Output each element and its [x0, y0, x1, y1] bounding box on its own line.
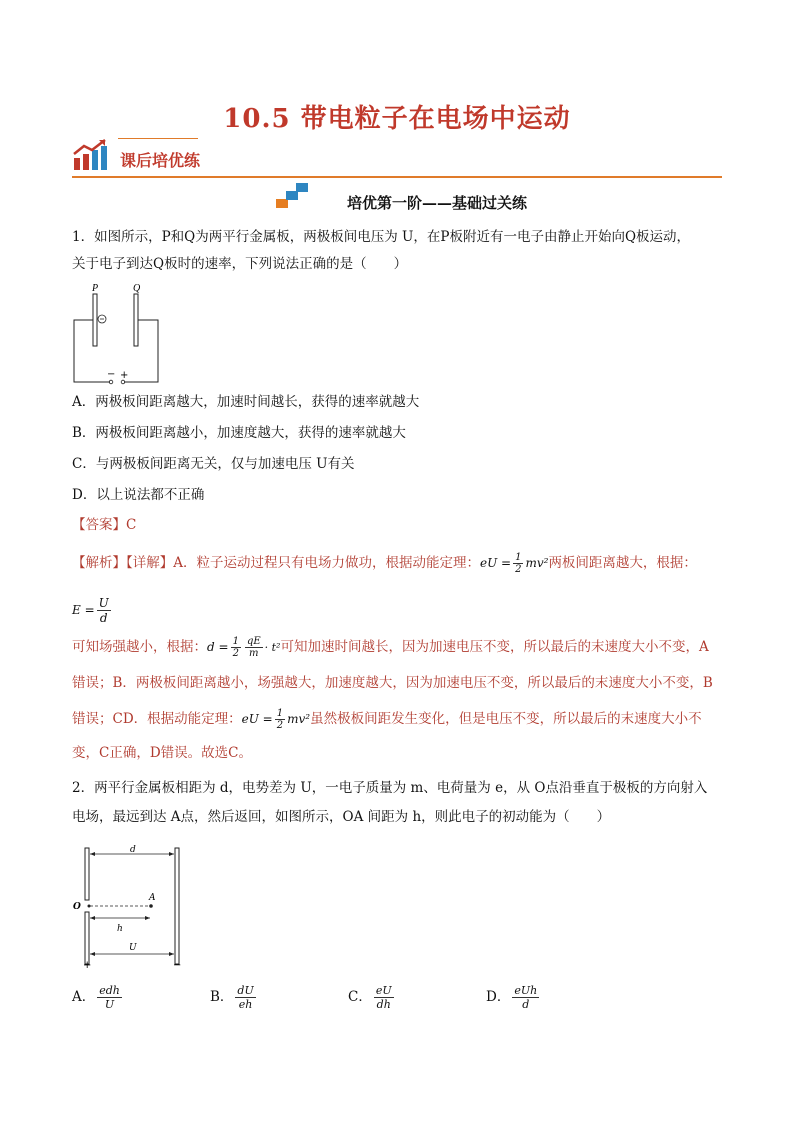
eq-field-strength: E = $\frac{U}{d}$: [72, 596, 109, 625]
eq-mv2: mv²: [525, 556, 549, 570]
q2-plates-figure: [70, 842, 188, 970]
q2-option-b: B． $\frac{dU}{eh}$: [210, 984, 254, 1011]
q2-fig-o: O: [73, 902, 81, 912]
q1-stem-line1: 1．如图所示，P和Q为两平行金属板，两极板间电压为 U，在P板附近有一电子由静止开始向Q板运动，: [72, 229, 691, 245]
q1-fig-minus: −: [107, 369, 116, 380]
page-title: 10.5 带电粒子在电场中运动: [223, 104, 571, 134]
section-label: 课后培优练: [120, 151, 201, 170]
chart-logo-icon: [72, 138, 108, 172]
q1-option-d: D．以上说法都不正确: [72, 487, 205, 503]
q2-fig-h: h: [117, 924, 123, 934]
eq-eu: eU =: [480, 556, 512, 570]
section-divider: [72, 176, 722, 178]
q1-analysis-p1-tail: 两板间距离越大，根据：: [548, 555, 697, 571]
q2-fig-plus: +: [83, 960, 92, 970]
q2-fig-u: U: [129, 943, 137, 953]
q1-analysis-line6: 变，C正确，D错误。故选C。: [72, 745, 252, 761]
q2-option-c: C． $\frac{eU}{dh}$: [348, 984, 392, 1011]
q2-fig-d: d: [130, 845, 136, 855]
sub-section-title: 培优第一阶——基础过关练: [346, 194, 527, 212]
q1-fig-plus: +: [120, 370, 129, 381]
q1-option-c: C．与两极板间距离无关，仅与加速电压 U有关: [72, 456, 355, 472]
q1-analysis-line1: [72, 552, 697, 575]
q1-analysis-head: 【解析】【详解】A．粒子运动过程只有电场力做功，根据动能定理：: [72, 555, 480, 571]
section-accent-line: [118, 138, 198, 139]
q2-fig-minus: −: [173, 960, 182, 970]
q1-option-b: B．两极板间距离越小，加速度越大，获得的速率就越大: [72, 425, 406, 441]
q2-option-a: A． $\frac{\text{edh}}{U}$: [72, 984, 120, 1011]
q2-option-d: D． $\frac{\text{eUh}}{d}$: [486, 984, 538, 1011]
q2-stem-line1: 2．两平行金属板相距为 d，电势差为 U，一电子质量为 m、电荷量为 e，从 O点沿垂直于极板的方向射入: [72, 780, 708, 796]
q1-fig-label-q: Q: [133, 283, 141, 294]
q1-analysis-line3: 可知场强越小，根据：d = $\frac{1}{2}$ $\frac{qE}{m}$ · t²可知加速时间越长，因为加速电压不变，所以最后的末速度大小不变，A: [72, 636, 709, 659]
q2-stem-line2: 电场，最远到达 A点，然后返回，如图所示，OA 间距为 h，则此电子的初动能为（ ）: [72, 809, 611, 825]
q1-stem-line2: 关于电子到达Q板时的速率，下列说法正确的是（ ）: [72, 256, 408, 272]
q1-analysis-line5: 错误；CD．根据动能定理：eU = $\frac{1}{2}$ mv²虽然极板间距发生变化，但是电压不变，所以最后的末速度大小不: [72, 708, 702, 731]
q1-option-a: A．两极板间距离越大，加速时间越长，获得的速率就越大: [72, 394, 420, 410]
q1-analysis-line4: 错误；B．两极板间距离越小，场强越大，加速度越大，因为加速电压不变，所以最后的末速度大小不变，B: [72, 675, 713, 691]
q1-answer: 【答案】C: [72, 517, 137, 533]
eq-half: $\frac{1}{2}$: [515, 552, 522, 575]
q1-fig-label-p: P: [92, 283, 99, 294]
q2-fig-a: A: [149, 893, 156, 903]
q1-capacitor-figure: [70, 282, 170, 386]
